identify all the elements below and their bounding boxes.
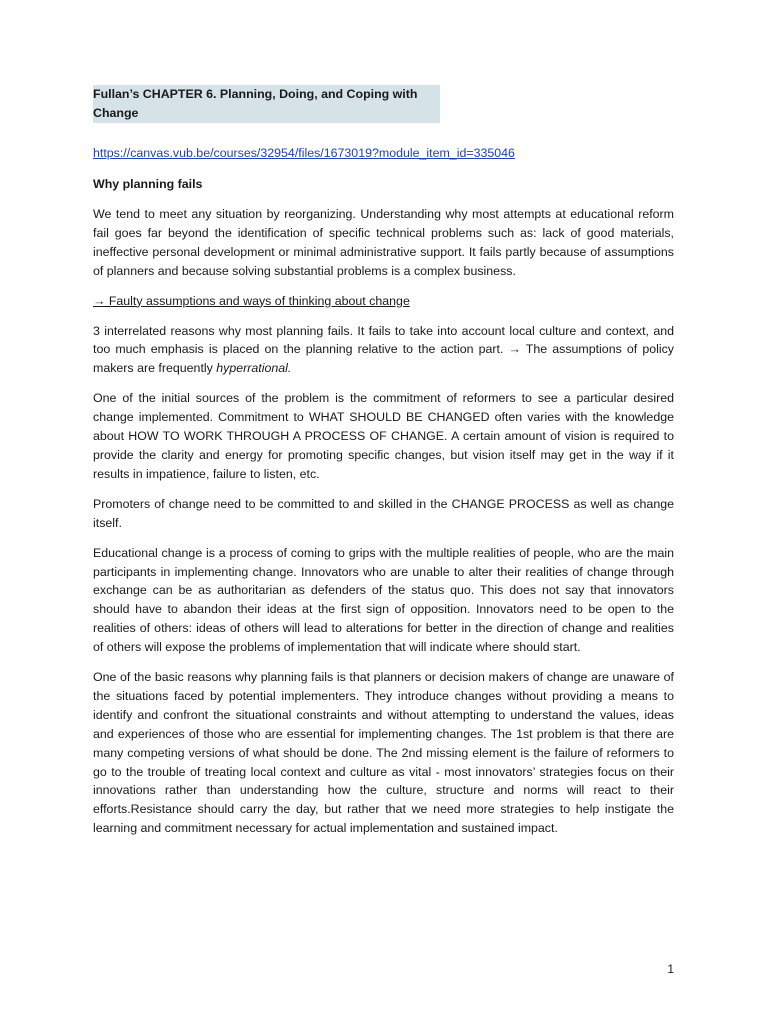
subheading-paragraph	[93, 292, 674, 311]
section-heading: Why planning fails	[93, 177, 203, 191]
page-number: 1	[667, 962, 674, 976]
canvas-link[interactable]: https://canvas.vub.be/courses/32954/files/1673019?module_item_id=335046	[93, 146, 515, 160]
paragraph-2-text: 3 interrelated reasons why most planning fails. It fails to take into account local culture and context, and too much emphasis is placed on the planning relative to the action part. → The assumptions of policy makers are frequently	[93, 323, 674, 376]
paragraph-2	[93, 322, 674, 379]
paragraph-6: One of the basic reasons why planning fails is that planners or decision makers of change are unaware of the situations faced by potential implementers. They introduce changes without providing a means to identify and confront the situational constraints and without attempting to understand the values, ideas and experiences of those who are essential for implementing changes. The 1st problem is that there are many competing versions of what should be done. The 2nd missing element is the failure of reformers to go to the trouble of treating local context and culture as vital - most innovators’ strategies focus on their innovations rather than understanding how the culture, structure and norms will react to their efforts.Resistance should carry the day, but rather that we need more strategies to help instigate the learning and commitment necessary for actual implementation and sustained impact.	[93, 670, 674, 836]
paragraph-1: We tend to meet any situation by reorganizing. Understanding why most attempts at educational reform fail goes far beyond the identification of specific technical problems such as: lack of good materials, ineffective personal development or minimal administrative support. It fails partly because of assumptions of planners and because solving substantial problems is a complex business.	[93, 207, 674, 278]
document-title: Fullan’s CHAPTER 6. Planning, Doing, and Coping with Change	[93, 85, 440, 123]
paragraph-2-italic: hyperrational.	[216, 361, 292, 376]
faulty-assumptions-subheading: → Faulty assumptions and ways of thinking about change	[93, 293, 410, 308]
paragraph-3: One of the initial sources of the problem is the commitment of reformers to see a particular desired change implemented. Commitment to WHAT SHOULD BE CHANGED often varies with the knowledge about HOW TO WORK THROUGH A PROCESS OF CHANGE. A certain amount of vision is required to provide the clarity and energy for promoting specific changes, but vision itself may get in the way if it results in impatience, failure to listen, etc.	[93, 391, 674, 481]
paragraph-5: Educational change is a process of coming to grips with the multiple realities of people, who are the main participants in implementing change. Innovators who are unable to alter their realities of change through exchange can be as authoritarian as defenders of the status quo. This does not say that innovators should have to abandon their ideas at the first sign of opposition. Innovators need to be open to the realities of others: ideas of others will lead to alterations for better in the direction of change and realities of others will expose the problems of implementation that will indicate where should start.	[93, 545, 674, 655]
paragraph-4: Promoters of change need to be committed to and skilled in the CHANGE PROCESS as well as change itself.	[93, 496, 674, 530]
